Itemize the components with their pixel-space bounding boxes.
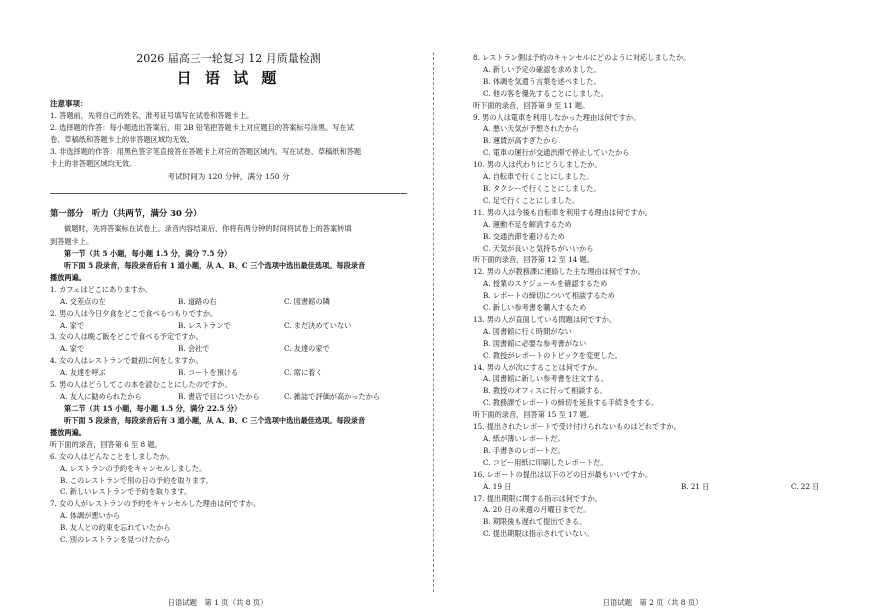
option-c: C. 提出期限は指示されていない。 <box>483 529 594 539</box>
option-c: C. 新しいレストランで予約を取ります。 <box>60 487 192 497</box>
option-c: C. 新しい参考書を購入するため <box>483 303 587 313</box>
option-a: A. 新しい予定の確認を求めました。 <box>483 64 601 74</box>
question-text: 14. 男の人が次にすることは何ですか。 <box>473 362 602 372</box>
question-text: 6. 女の人はどんなことをしましたか。 <box>50 451 175 461</box>
option-b: B. 会社で <box>178 344 210 354</box>
option-c: C. 教授がレポートのトピックを変更した。 <box>483 350 622 360</box>
option-b: B. 図書館に必要な参考書がない <box>483 338 587 348</box>
page-footer-left: 日语试题 第 1 页（共 8 页） <box>167 598 268 607</box>
option-a: A. 図書館に新しい参考書を注文する。 <box>483 374 608 384</box>
section2-instruction: 播放两遍。 <box>50 427 86 437</box>
option-b: B. コートを預ける <box>178 368 239 378</box>
question-10 <box>473 159 834 207</box>
question-text: 12. 男の人が教務課に連絡した主な理由は何ですか。 <box>473 267 645 277</box>
question-3 <box>50 331 407 355</box>
question-12 <box>473 266 834 314</box>
exam-title: 2026 届高三一轮复习 12 月质量检测 <box>136 52 321 65</box>
question-8 <box>473 52 834 100</box>
question-15 <box>473 421 834 469</box>
option-a: A. 19 日 <box>483 481 512 491</box>
option-c: C. 席に着く <box>284 368 323 378</box>
question-1 <box>50 284 407 308</box>
option-a: A. 紙が薄いレポートだ。 <box>483 434 565 443</box>
exam-subtitle: 日 语 试 题 <box>176 69 281 87</box>
option-c: C. 教務課でレポートの締切を延長する手続きをする。 <box>483 398 659 408</box>
question-text: 8. レストラン側は予約のキャンセルにどのように対応しましたか。 <box>473 53 691 62</box>
question-5 <box>50 379 407 403</box>
notice-line: 2. 选择题的作答：每小题选出答案后，用 2B 铅笔把答题卡上对应题目的答案标号涂黑。写在试 <box>50 123 354 132</box>
question-text: 7. 女の人がレストランの予約をキャンセルした理由は何ですか。 <box>50 499 261 509</box>
page-divider <box>433 52 434 592</box>
option-a: A. レストランの予約をキャンセルしました。 <box>60 463 207 473</box>
notice-line: 1. 答题前，先将自己的姓名、准考证号填写在试卷和答题卡上。 <box>50 111 254 120</box>
option-b: B. レポートの締切について相談するため <box>483 291 615 301</box>
question-text: 5. 男の人はどうしてこの本を読むことにしたのですか。 <box>50 380 232 390</box>
question-6 <box>50 451 407 499</box>
question-text: 16. レポートの提出は以下のどの日が最もいいですか。 <box>473 469 653 479</box>
option-c: C. 雑誌で評価が高かったから <box>284 391 381 401</box>
option-c: C. まだ決めていない <box>284 320 352 330</box>
listen-instruction: 听下面的录音，回答第 6 至 8 题。 <box>50 439 162 449</box>
section2-heading: 第二节（共 15 小题，每小题 1.5 分，满分 22.5 分） <box>64 403 242 413</box>
part1-heading: 第一部分 听力（共两节，满分 30 分） <box>50 208 202 218</box>
section1-heading: 第一节（共 5 小题，每小题 1.5 分，满分 7.5 分） <box>64 248 232 258</box>
question-text: 1. カフェはどこにありますか。 <box>50 284 153 294</box>
option-c: C. 友達の家で <box>284 344 330 354</box>
option-a: A. 体調が悪いから <box>60 511 121 521</box>
option-a: A. 友達を呼ぶ <box>60 368 106 378</box>
option-b: B. 道路の右 <box>178 296 217 306</box>
question-text: 2. 男の人は今日夕食をどこで食べるつもりですか。 <box>50 308 218 318</box>
section2-instruction: 听下面 5 段录音，每段录音后有 3 道小题，从 A、B、C 三个选项中选出最佳选项。每段录音 <box>64 415 366 425</box>
intro-line: 做题时，先将答案标在试卷上。录音内容结束后，你将有两分钟的时间将试卷上的答案转填 <box>64 224 352 233</box>
option-a: A. 運動不足を解消するため <box>483 219 572 229</box>
option-b: B. 書店で目についたから <box>178 391 260 401</box>
option-a: A. 交差点の左 <box>60 296 106 306</box>
option-b: B. 体調を気遣う言葉を述べました。 <box>483 76 601 86</box>
option-b: B. レストランで <box>178 320 231 330</box>
option-b: B. 教授のオフィスに行って相談する。 <box>483 386 608 396</box>
section1-instruction: 听下面 5 段录音，每段录音后有 1 道小题，从 A、B、C 三个选项中选出最佳选项。每段录音 <box>64 260 366 270</box>
right-page <box>435 0 870 616</box>
question-text: 15. 提出されたレポートで受け付けられないものはどれですか。 <box>473 422 681 432</box>
option-b: B. 21 日 <box>681 481 710 491</box>
question-text: 10. 男の人は代わりにどうしましたか。 <box>473 160 602 170</box>
option-c: C. 他の客を優先することにしました。 <box>483 88 608 98</box>
notice-line: 卷、草稿纸和答题卡上的非答题区域均无效。 <box>50 135 194 144</box>
option-c: C. 足で行くことにしました。 <box>483 195 580 205</box>
question-text: 13. 男の人が直面している問題は何ですか。 <box>473 314 617 324</box>
option-c: C. 別のレストランを見つけたから <box>60 535 171 545</box>
question-4 <box>50 355 407 379</box>
intro-line: 到答题卡上。 <box>50 237 94 246</box>
option-c: C. 22 日 <box>791 481 820 491</box>
question-17 <box>473 493 834 541</box>
question-7 <box>50 498 407 546</box>
option-c: C. 天気が良いと気持ちがいいから <box>483 243 594 253</box>
option-c: C. 電車の運行が交通渋滞で停止していたから <box>483 148 630 158</box>
option-a: A. 20 日の来週の月曜日までだ。 <box>483 505 591 515</box>
question-9 <box>473 112 834 160</box>
question-text: 3. 女の人は晩ご飯をどこで食べる予定ですか。 <box>50 332 203 342</box>
notice-line: 卡上的非答题区域均无效。 <box>50 159 137 168</box>
option-a: A. 授業のスケジュールを確認するため <box>483 279 608 289</box>
listen-instruction: 听下面的录音，回答第 15 至 17 题。 <box>473 410 594 420</box>
question-13 <box>473 314 834 362</box>
question-16 <box>473 469 834 493</box>
question-text: 11. 男の人は今後も自転車を利用する理由は何ですか。 <box>473 207 653 217</box>
option-a: A. 家で <box>60 320 85 330</box>
section1-instruction: 播放两遍。 <box>50 272 86 282</box>
option-c: C. コピー用紙に印刷したレポートだ。 <box>483 457 608 467</box>
option-b: B. タクシーで行くことにしました。 <box>483 183 601 193</box>
option-b: B. 友人との約束を忘れていたから <box>60 523 171 533</box>
question-text: 4. 女の人はレストランで最初に何をしますか。 <box>50 356 203 366</box>
option-b: B. 運賃が高すぎたから <box>483 136 558 146</box>
exam-time-score: 考试时间为 120 分钟，满分 150 分 <box>167 172 290 181</box>
option-a: A. 悪い天気が予想されたから <box>483 124 580 134</box>
notice-heading: 注意事项： <box>50 99 88 108</box>
option-b: B. 期限後も遅れて提出できる。 <box>483 517 587 527</box>
option-a: A. 家で <box>60 344 85 354</box>
option-a: A. 友人に勧められたから <box>60 391 142 401</box>
option-b: B. 交通渋滞を避けるため <box>483 231 565 241</box>
question-2 <box>50 308 407 332</box>
question-14 <box>473 362 834 410</box>
option-c: C. 図書館の隣 <box>284 296 330 306</box>
option-b: B. このレストランで別の日の予約を取ります。 <box>60 475 213 485</box>
question-text: 9. 男の人は電車を利用しなかった理由は何ですか。 <box>473 112 641 122</box>
option-a: A. 図書館に行く時間がない <box>483 326 572 336</box>
section-divider-line <box>50 193 407 194</box>
option-a: A. 自転車で行くことにしました。 <box>483 172 594 182</box>
listen-instruction: 听下面的录音，回答第 12 至 14 题。 <box>473 255 594 265</box>
page-footer-right: 日语试题 第 2 页（共 8 页） <box>602 598 703 607</box>
question-text: 17. 提出期限に関する指示は何ですか。 <box>473 493 602 503</box>
question-11 <box>473 207 834 255</box>
listen-instruction: 听下面的录音，回答第 9 至 11 题。 <box>473 100 590 110</box>
option-b: B. 手書きのレポートだ。 <box>483 445 565 455</box>
notice-line: 3. 非选择题的作答：用黑色签字笔直接答在答题卡上对应的答题区域内。写在试卷、草稿纸和答题 <box>50 147 362 156</box>
